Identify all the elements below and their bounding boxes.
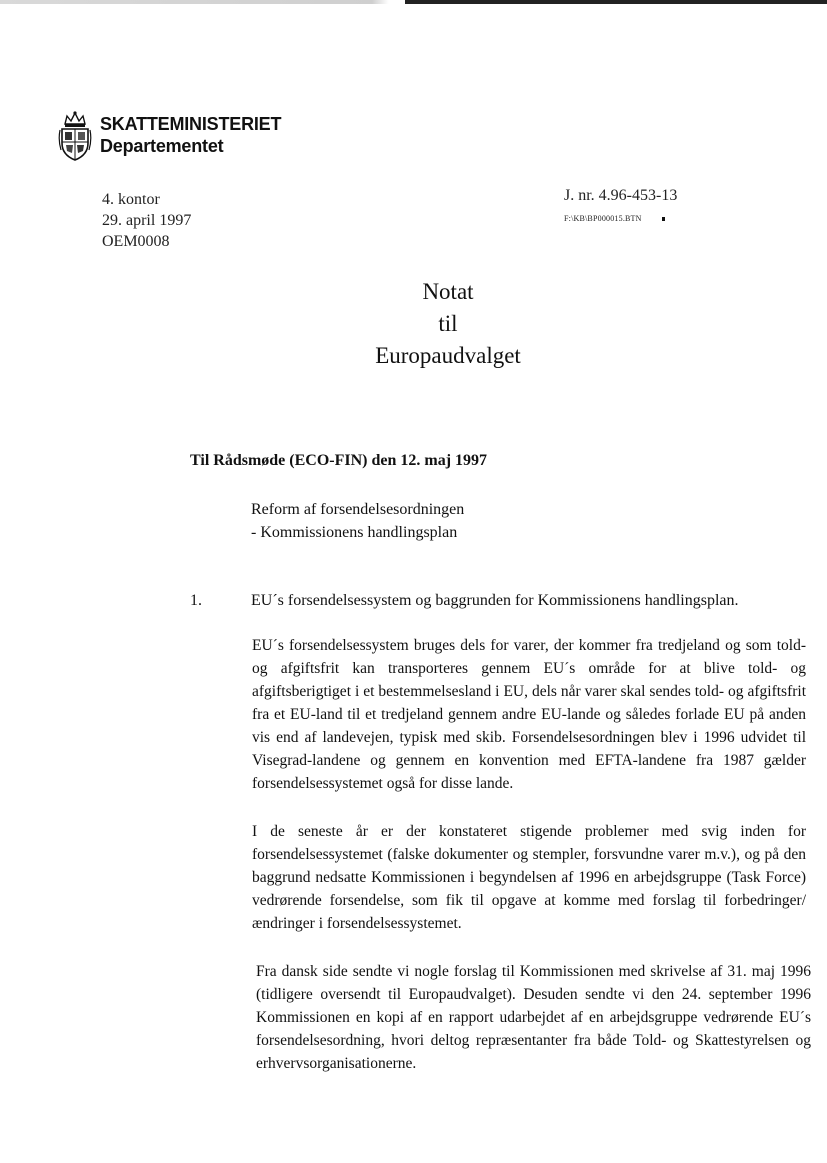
paragraph-1: EU´s forsendelsessystem bruges dels for varer, der kommer fra tredjeland og som told- og afgiftsfrit kan transporteres gennem EU´s område for at blive told- og afgiftsberigtiget i et bestemmelsesland i EU, dels når varer skal sendes told- og afgiftsfrit fra et EU-land til et tredjeland gennem andre EU-lande og således forlade EU på anden vis end af landevejen, typisk med skib. Forsendelsesordningen blev i 1996 udvidet til Visegrad-landene og gennem en konvention med EFTA-landene fra 1987 gælder forsendelsessystemet også for disse lande. [252,637,806,792]
ministry-header [100,113,281,157]
title-line-3: Europaudvalget [375,343,521,368]
document-meta-left [102,189,191,252]
document-ref: OEM0008 [102,233,170,250]
title-line-2: til [438,311,458,336]
meeting-heading: Til Rådsmøde (ECO-FIN) den 12. maj 1997 [190,452,488,469]
section-heading: EU´s forsendelsessystem og baggrunden for Kommissionens handlingsplan. [251,592,739,609]
journal-number: J. nr. 4.96-453-13 [564,187,678,204]
document-title [300,276,596,372]
file-path-line [564,212,677,226]
office-label: 4. kontor [102,191,160,208]
subject-line-1: Reform af forsendelsesordningen [251,501,465,518]
subject-line-2: - Kommissionens handlingsplan [251,524,458,541]
coat-of-arms-icon [58,110,92,162]
paragraph-3: Fra dansk side sendte vi nogle forslag til Kommissionen med skrivelse af 31. maj 1996 (tidligere oversendt til Europaudvalget). Desuden sendte vi den 24. september 1996 Kommissionen en kopi af en rapport udarbejdet af en arbejdsgruppe vedrørende EU´s forsendelsesordning, hvori deltog repræsentanter fra både Told- og Skattestyrelsen og erhvervsorganisationerne. [256,963,811,1072]
ministry-name: SKATTEMINISTERIET [100,114,282,134]
document-meta-right [564,186,677,226]
document-date: 29. april 1997 [102,212,192,229]
scan-top-border [0,0,827,4]
section-number: 1. [190,592,202,609]
title-line-1: Notat [422,279,474,304]
department-name: Departementet [100,136,224,156]
paragraph-2: I de seneste år er der konstateret stigende problemer med svig inden for forsendelsessystemet (falske dokumenter og stempler, forsvundne varer m.v.), og på den baggrund nedsatte Kommissionen i begyndelsen af 1996 en arbejdsgruppe (Task Force) vedrørende forsendelse, som fik til opgave at komme med forslag til forbedringer/ændringer i forsendelsessystemet. [252,823,806,932]
subject-block [251,498,464,544]
dot-mark [662,217,665,221]
file-path: F:\KB\BP000015.BTN [564,214,642,223]
